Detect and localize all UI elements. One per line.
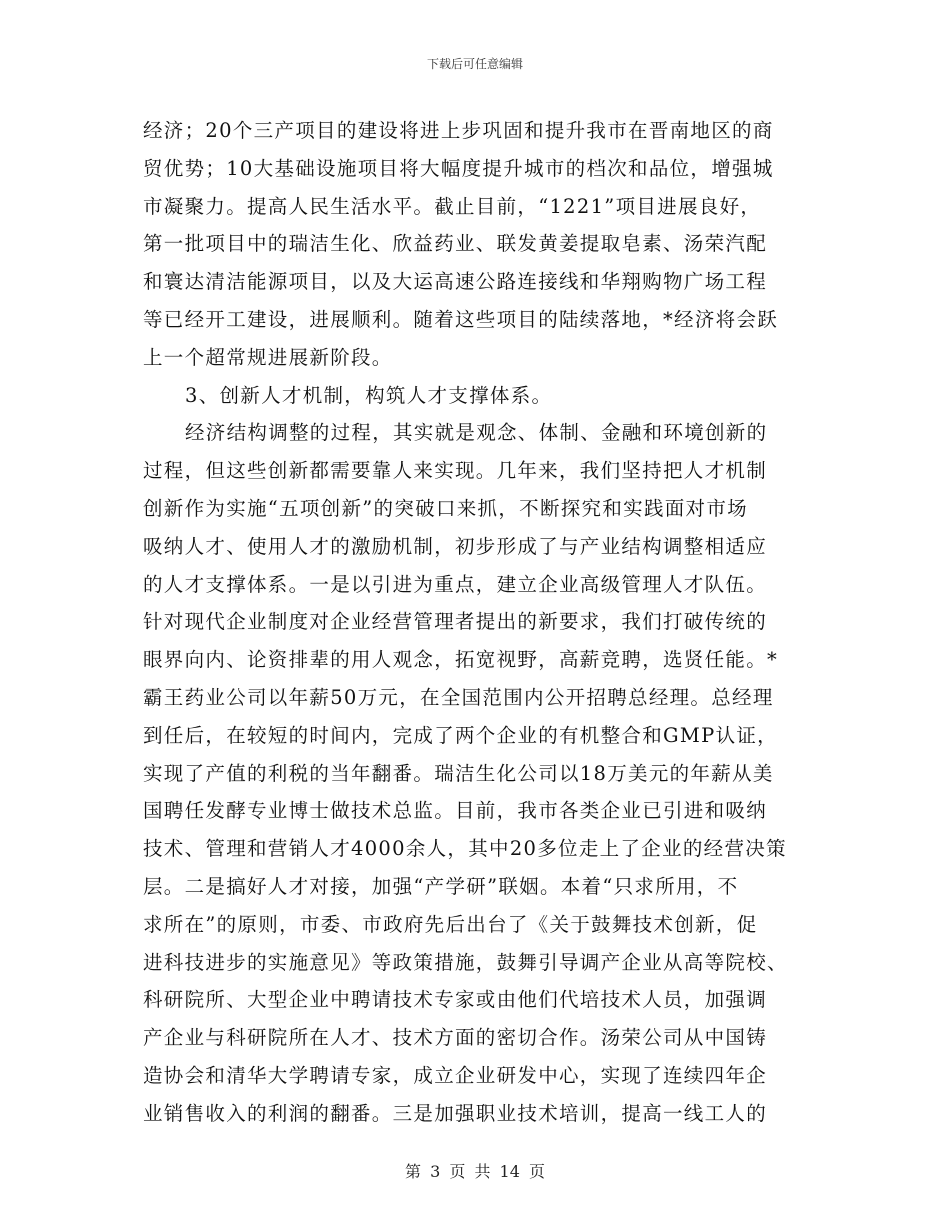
text-line: 的人才支撑体系。一是以引进为重点，建立企业高级管理人才队伍。 (143, 572, 768, 596)
text-line: 经济结构调整的过程，其实就是观念、体制、金融和环境创新的 (185, 421, 768, 445)
text-line: 过程，但这些创新都需要靠人来实现。几年来，我们坚持把人才机制 (143, 459, 768, 483)
text-line: 市凝聚力。提高人民生活水平。截止目前，“1221”项目进展良好， (143, 194, 762, 218)
text-line: 造协会和清华大学聘请专家，成立企业研发中心，实现了连续四年企 (143, 1063, 768, 1087)
text-line: 上一个超常规进展新阶段。 (143, 345, 393, 369)
text-line: 霸王药业公司以年薪50万元，在全国范围内公开招聘总经理。总经理 (143, 685, 774, 709)
text-line: 贸优势；10大基础设施项目将大幅度提升城市的档次和品位，增强城 (143, 156, 774, 180)
page-header: 下载后可任意编辑 (426, 57, 523, 71)
text-line: 和寰达清洁能源项目，以及大运高速公路连接线和华翔购物广场工程 (143, 270, 768, 294)
document-body (143, 112, 810, 1133)
text-line: 等已经开工建设，进展顺利。随着这些项目的陆续落地，*经济将会跃 (143, 307, 779, 331)
text-line: 眼界向内、论资排辈的用人观念，拓宽视野，高薪竞聘，选贤任能。* (143, 648, 779, 672)
text-line: 经济；20个三产项目的建设将进上步巩固和提升我市在晋南地区的商 (143, 119, 774, 142)
text-line: 进科技进步的实施意见》等政策措施，鼓舞引导调产企业从高等院校、 (143, 950, 788, 974)
text-line: 到任后，在较短的时间内，完成了两个企业的有机整合和GMP认证， (143, 723, 778, 747)
text-line: 针对现代企业制度对企业经营管理者提出的新要求，我们打破传统的 (143, 610, 768, 634)
page-footer: 第 3 页 共 14 页 (405, 1162, 545, 1181)
text-line: 创新作为实施“五项创新”的突破口来抓，不断探究和实践面对市场 (143, 496, 748, 520)
text-line: 第一批项目中的瑞洁生化、欣益药业、联发黄姜提取皂素、汤荣汽配 (143, 232, 768, 256)
text-line: 产企业与科研院所在人才、技术方面的密切合作。汤荣公司从中国铸 (143, 1026, 768, 1050)
text-line: 层。二是搞好人才对接，加强“产学研”联姻。本着“只求所用，不 (143, 874, 739, 898)
text-line: 国聘任发酵专业博士做技术总监。目前，我市各类企业已引进和吸纳 (143, 799, 768, 823)
text-line: 实现了产值的利税的当年翻番。瑞洁生化公司以18万美元的年薪从美 (143, 761, 774, 785)
section-heading: 3、创新人才机制，构筑人才支撑体系。 (185, 383, 553, 407)
text-line: 求所在”的原则，市委、市政府先后出台了《关于鼓舞技术创新，促 (143, 912, 758, 936)
text-line: 吸纳人才、使用人才的激励机制，初步形成了与产业结构调整相适应 (143, 534, 768, 558)
text-line: 技术、管理和营销人才4000余人，其中20多位走上了企业的经营决策 (143, 837, 787, 861)
text-line: 业销售收入的利润的翻番。三是加强职业技术培训，提高一线工人的 (143, 1101, 768, 1125)
text-line: 科研院所、大型企业中聘请技术专家或由他们代培技术人员，加强调 (143, 988, 768, 1012)
